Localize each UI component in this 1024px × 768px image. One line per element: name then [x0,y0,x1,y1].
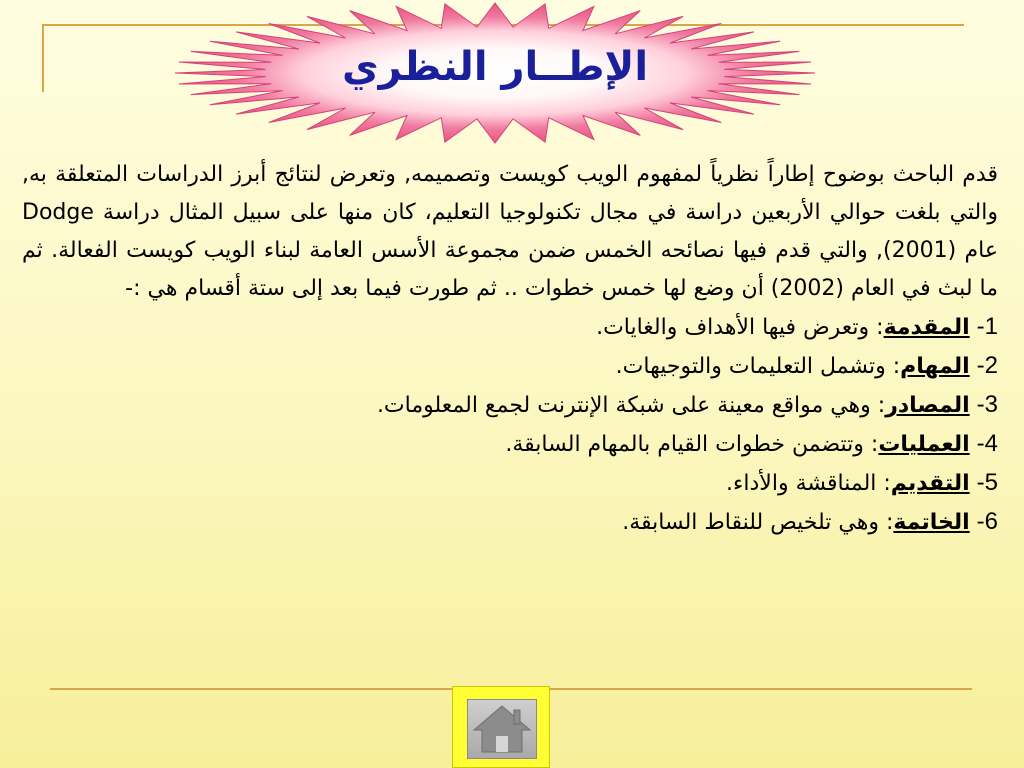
item-term: الخاتمة [893,510,970,535]
item-number: 3- [976,391,998,418]
item-term: التقديم [890,471,970,496]
item-desc: : وتشمل التعليمات والتوجيهات. [615,354,901,379]
item-number: 1- [976,313,998,340]
item-number: 4- [976,430,998,457]
item-term: المصادر [885,393,970,418]
list-item [22,347,998,386]
item-desc: : وتتضمن خطوات القيام بالمهام السابقة. [505,432,879,457]
sections-list [22,308,998,542]
list-item [22,386,998,425]
home-button-face [467,699,537,759]
item-desc: : وهي تلخيص للنقاط السابقة. [622,510,894,535]
main-content [22,156,998,542]
item-number: 2- [976,352,998,379]
home-button[interactable] [452,686,550,768]
page-title: الإطــار النظري [341,44,649,90]
list-item [22,308,998,347]
item-desc: : المناقشة والأداء. [726,471,891,496]
item-desc: : وتعرض فيها الأهداف والغايات. [596,315,884,340]
list-item [22,464,998,503]
list-item [22,425,998,464]
item-term: العمليات [878,432,970,457]
item-number: 5- [976,469,998,496]
item-term: المهام [900,354,970,379]
frame-line-left [42,24,44,92]
item-term: المقدمة [883,315,970,340]
home-icon [468,700,536,758]
intro-paragraph: قدم الباحث بوضوح إطاراً نظرياً لمفهوم الويب كويست وتصميمه, وتعرض لنتائج أبرز الدراسات المتعلقة به, والتي بلغت حوالي الأربعين دراسة في مجال تكنولوجيا التعليم، كان منها على سبيل المثال دراسة Dodge عام (2001), والتي قدم فيها نصائحه الخمس ضمن مجموعة الأسس العامة لبناء الويب كويست الفعالة. ثم ما لبث في العام (2002) أن وضع لها خمس خطوات .. ثم طورت فيما بعد إلى ستة أقسام هي :- [22,162,998,301]
item-desc: : وهي مواقع معينة على شبكة الإنترنت لجمع المعلومات. [376,393,886,418]
list-item [22,503,998,542]
item-number: 6- [976,508,998,535]
